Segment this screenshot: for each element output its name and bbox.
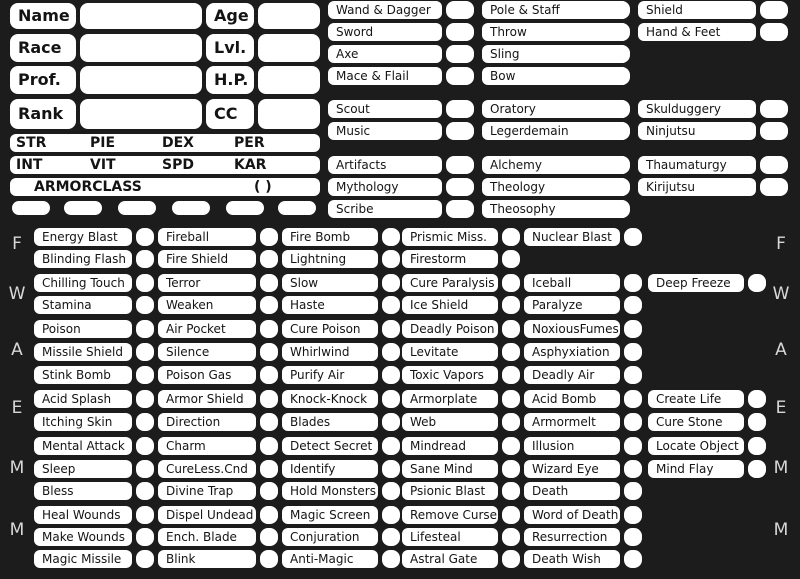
tracker-box-4[interactable] bbox=[172, 201, 210, 215]
spell-check-box[interactable] bbox=[748, 390, 766, 408]
realm-letter: E bbox=[11, 398, 23, 418]
spell-check-box[interactable] bbox=[502, 296, 520, 314]
skill-label: Sword bbox=[328, 23, 442, 41]
spell-check-box[interactable] bbox=[502, 482, 520, 500]
age-field[interactable] bbox=[258, 3, 320, 29]
skill-value-box[interactable] bbox=[446, 178, 474, 196]
skill-label: Music bbox=[328, 122, 442, 140]
skill-value-box[interactable] bbox=[604, 200, 630, 218]
cc-label: CC bbox=[206, 99, 254, 129]
spell-check-box[interactable] bbox=[136, 528, 154, 546]
spell-label: Astral Gate bbox=[402, 550, 498, 568]
spell-label: Whirlwind bbox=[282, 343, 378, 361]
skill-value-box[interactable] bbox=[446, 23, 474, 41]
spell-check-box[interactable] bbox=[260, 482, 278, 500]
spell-check-box[interactable] bbox=[136, 460, 154, 478]
spell-label: Bless bbox=[34, 482, 132, 500]
spell-check-box[interactable] bbox=[624, 413, 642, 431]
spell-check-box[interactable] bbox=[260, 437, 278, 455]
spell-check-box[interactable] bbox=[502, 506, 520, 524]
skill-value-box[interactable] bbox=[446, 156, 474, 174]
skill-value-box[interactable] bbox=[760, 122, 788, 140]
spell-check-box[interactable] bbox=[382, 413, 400, 431]
spell-check-box[interactable] bbox=[260, 250, 278, 268]
skill-value-box[interactable] bbox=[604, 1, 630, 19]
skill-label: Skulduggery bbox=[638, 100, 756, 118]
spell-label: Mindread bbox=[402, 437, 498, 455]
realm-letter: M bbox=[773, 520, 789, 540]
spell-check-box[interactable] bbox=[382, 366, 400, 384]
skill-label: Sling bbox=[482, 45, 628, 63]
level-field[interactable] bbox=[258, 34, 320, 62]
spell-label: Hold Monsters bbox=[282, 482, 378, 500]
skill-label: Alchemy bbox=[482, 156, 628, 174]
spell-check-box[interactable] bbox=[502, 366, 520, 384]
skill-value-box[interactable] bbox=[760, 1, 788, 19]
spell-check-box[interactable] bbox=[624, 366, 642, 384]
spell-check-box[interactable] bbox=[502, 250, 520, 268]
skill-value-box[interactable] bbox=[604, 45, 630, 63]
spell-label: Stink Bomb bbox=[34, 366, 132, 384]
spell-label: Energy Blast bbox=[34, 228, 132, 246]
spell-label: Acid Splash bbox=[34, 390, 132, 408]
spell-label: Lifesteal bbox=[402, 528, 498, 546]
spell-check-box[interactable] bbox=[260, 343, 278, 361]
spell-label: Stamina bbox=[34, 296, 132, 314]
spell-label: Itching Skin bbox=[34, 413, 132, 431]
spell-check-box[interactable] bbox=[624, 460, 642, 478]
spell-label: Death Wish bbox=[524, 550, 620, 568]
stat-str: STR bbox=[16, 135, 47, 151]
realm-letter: M bbox=[9, 458, 25, 478]
spell-label: Fire Shield bbox=[158, 250, 256, 268]
spell-label: Knock-Knock bbox=[282, 390, 378, 408]
spell-label: Prismic Miss. bbox=[402, 228, 498, 246]
spell-label: NoxiousFumes bbox=[524, 320, 620, 338]
spell-label: Purify Air bbox=[282, 366, 378, 384]
skill-value-box[interactable] bbox=[446, 1, 474, 19]
spell-label: Silence bbox=[158, 343, 256, 361]
spell-check-box[interactable] bbox=[502, 390, 520, 408]
spell-check-box[interactable] bbox=[624, 482, 642, 500]
skill-value-box[interactable] bbox=[604, 178, 630, 196]
realm-letter: E bbox=[775, 398, 787, 418]
spell-label: Cure Stone bbox=[648, 413, 744, 431]
skill-value-box[interactable] bbox=[760, 156, 788, 174]
spell-check-box[interactable] bbox=[748, 274, 766, 292]
skill-value-box[interactable] bbox=[604, 100, 630, 118]
spell-label: Armormelt bbox=[524, 413, 620, 431]
skill-label: Throw bbox=[482, 23, 628, 41]
skill-value-box[interactable] bbox=[446, 200, 474, 218]
spell-check-box[interactable] bbox=[624, 228, 642, 246]
spell-label: Ice Shield bbox=[402, 296, 498, 314]
skill-label: Theosophy bbox=[482, 200, 628, 218]
stat-vit: VIT bbox=[90, 157, 116, 173]
spell-check-box[interactable] bbox=[748, 413, 766, 431]
age-label: Age bbox=[206, 3, 254, 29]
spell-check-box[interactable] bbox=[136, 343, 154, 361]
spell-label: Terror bbox=[158, 274, 256, 292]
spell-check-box[interactable] bbox=[260, 228, 278, 246]
realm-letter: F bbox=[776, 234, 786, 254]
spell-check-box[interactable] bbox=[136, 506, 154, 524]
skill-value-box[interactable] bbox=[760, 100, 788, 118]
spell-label: Ench. Blade bbox=[158, 528, 256, 546]
armor-class-label: ARMORCLASS bbox=[34, 179, 142, 195]
spell-label: Asphyxiation bbox=[524, 343, 620, 361]
spell-check-box[interactable] bbox=[260, 390, 278, 408]
spell-check-box[interactable] bbox=[260, 413, 278, 431]
spell-label: Slow bbox=[282, 274, 378, 292]
spell-label: Divine Trap bbox=[158, 482, 256, 500]
spell-check-box[interactable] bbox=[136, 228, 154, 246]
skill-label: Pole & Staff bbox=[482, 1, 628, 19]
spell-check-box[interactable] bbox=[382, 320, 400, 338]
spell-label: Resurrection bbox=[524, 528, 620, 546]
spell-label: Sleep bbox=[34, 460, 132, 478]
spell-label: Remove Curse bbox=[402, 506, 498, 524]
spell-check-box[interactable] bbox=[382, 228, 400, 246]
skill-value-box[interactable] bbox=[760, 23, 788, 41]
realm-letter: A bbox=[775, 340, 787, 360]
spell-label: Death bbox=[524, 482, 620, 500]
spell-label: Blinding Flash bbox=[34, 250, 132, 268]
skill-value-box[interactable] bbox=[604, 23, 630, 41]
profession-field[interactable] bbox=[80, 66, 202, 94]
realm-letter: A bbox=[11, 340, 23, 360]
spell-label: Weaken bbox=[158, 296, 256, 314]
spell-check-box[interactable] bbox=[260, 460, 278, 478]
stat-pie: PIE bbox=[90, 135, 116, 151]
hp-field[interactable] bbox=[258, 66, 320, 94]
spell-check-box[interactable] bbox=[748, 437, 766, 455]
spell-label: Chilling Touch bbox=[34, 274, 132, 292]
spell-check-box[interactable] bbox=[502, 528, 520, 546]
spell-label: Blades bbox=[282, 413, 378, 431]
spell-label: Detect Secret bbox=[282, 437, 378, 455]
skill-label: Axe bbox=[328, 45, 442, 63]
spell-check-box[interactable] bbox=[624, 506, 642, 524]
spell-label: Armor Shield bbox=[158, 390, 256, 408]
spell-label: Locate Object bbox=[648, 437, 744, 455]
skill-label: Kirijutsu bbox=[638, 178, 756, 196]
stat-dex: DEX bbox=[162, 135, 194, 151]
spell-label: Missile Shield bbox=[34, 343, 132, 361]
spell-label: Sane Mind bbox=[402, 460, 498, 478]
spell-check-box[interactable] bbox=[136, 550, 154, 568]
spell-check-box[interactable] bbox=[136, 320, 154, 338]
skill-value-box[interactable] bbox=[760, 178, 788, 196]
spell-label: Nuclear Blast bbox=[524, 228, 620, 246]
spell-check-box[interactable] bbox=[624, 343, 642, 361]
spell-check-box[interactable] bbox=[624, 550, 642, 568]
spell-label: Fireball bbox=[158, 228, 256, 246]
realm-letter: F bbox=[12, 234, 22, 254]
stat-per: PER bbox=[234, 135, 265, 151]
spell-check-box[interactable] bbox=[136, 274, 154, 292]
realm-letter: M bbox=[773, 458, 789, 478]
spell-check-box[interactable] bbox=[260, 296, 278, 314]
spell-check-box[interactable] bbox=[136, 437, 154, 455]
profession-label: Prof. bbox=[10, 66, 76, 94]
skill-value-box[interactable] bbox=[446, 100, 474, 118]
stat-int: INT bbox=[16, 157, 43, 173]
spell-label: Lightning bbox=[282, 250, 378, 268]
spell-check-box[interactable] bbox=[502, 460, 520, 478]
name-field[interactable] bbox=[80, 3, 202, 29]
tracker-box-1[interactable] bbox=[12, 201, 50, 215]
skill-label: Bow bbox=[482, 67, 628, 85]
spell-label: Levitate bbox=[402, 343, 498, 361]
spell-check-box[interactable] bbox=[136, 390, 154, 408]
skill-value-box[interactable] bbox=[446, 122, 474, 140]
skill-label: Mace & Flail bbox=[328, 67, 442, 85]
spell-label: Make Wounds bbox=[34, 528, 132, 546]
skill-value-box[interactable] bbox=[446, 67, 474, 85]
spell-label: Cure Poison bbox=[282, 320, 378, 338]
spell-check-box[interactable] bbox=[502, 550, 520, 568]
spell-label: Magic Missile bbox=[34, 550, 132, 568]
spell-check-box[interactable] bbox=[502, 437, 520, 455]
spell-check-box[interactable] bbox=[260, 528, 278, 546]
spell-label: Poison bbox=[34, 320, 132, 338]
spell-label: Haste bbox=[282, 296, 378, 314]
spell-check-box[interactable] bbox=[136, 250, 154, 268]
spell-check-box[interactable] bbox=[502, 320, 520, 338]
skill-label: Scout bbox=[328, 100, 442, 118]
cc-field[interactable] bbox=[258, 99, 320, 129]
spell-label: Paralyze bbox=[524, 296, 620, 314]
spell-label: Mental Attack bbox=[34, 437, 132, 455]
spell-check-box[interactable] bbox=[382, 437, 400, 455]
spell-label: Create Life bbox=[648, 390, 744, 408]
spell-check-box[interactable] bbox=[624, 274, 642, 292]
spell-check-box[interactable] bbox=[382, 274, 400, 292]
spell-check-box[interactable] bbox=[382, 528, 400, 546]
rank-field[interactable] bbox=[80, 99, 202, 129]
race-label: Race bbox=[10, 34, 76, 62]
spell-check-box[interactable] bbox=[260, 320, 278, 338]
spell-label: Magic Screen bbox=[282, 506, 378, 524]
skill-label: Hand & Feet bbox=[638, 23, 756, 41]
skill-label: Artifacts bbox=[328, 156, 442, 174]
spell-check-box[interactable] bbox=[502, 343, 520, 361]
spell-check-box[interactable] bbox=[260, 366, 278, 384]
stat-kar: KAR bbox=[234, 157, 267, 173]
skill-label: Mythology bbox=[328, 178, 442, 196]
skill-label: Legerdemain bbox=[482, 122, 628, 140]
spell-label: Charm bbox=[158, 437, 256, 455]
name-label: Name bbox=[10, 3, 76, 29]
spell-check-box[interactable] bbox=[260, 550, 278, 568]
stat-spd: SPD bbox=[162, 157, 194, 173]
spell-check-box[interactable] bbox=[382, 250, 400, 268]
spell-label: Deep Freeze bbox=[648, 274, 744, 292]
spell-check-box[interactable] bbox=[382, 460, 400, 478]
spell-label: Fire Bomb bbox=[282, 228, 378, 246]
spell-label: Iceball bbox=[524, 274, 620, 292]
spell-check-box[interactable] bbox=[136, 482, 154, 500]
realm-letter: W bbox=[8, 284, 26, 304]
spell-check-box[interactable] bbox=[624, 437, 642, 455]
spell-label: Heal Wounds bbox=[34, 506, 132, 524]
spell-label: Identify bbox=[282, 460, 378, 478]
skill-value-box[interactable] bbox=[604, 67, 630, 85]
race-field[interactable] bbox=[80, 34, 202, 62]
spell-check-box[interactable] bbox=[502, 413, 520, 431]
level-label: Lvl. bbox=[206, 34, 254, 62]
tracker-box-6[interactable] bbox=[278, 201, 316, 215]
skill-value-box[interactable] bbox=[446, 45, 474, 63]
spell-label: Web bbox=[402, 413, 498, 431]
spell-check-box[interactable] bbox=[382, 482, 400, 500]
spell-check-box[interactable] bbox=[382, 343, 400, 361]
spell-label: Wizard Eye bbox=[524, 460, 620, 478]
spell-label: Deadly Poison bbox=[402, 320, 498, 338]
tracker-box-3[interactable] bbox=[118, 201, 156, 215]
spell-check-box[interactable] bbox=[136, 366, 154, 384]
realm-letter: M bbox=[9, 520, 25, 540]
armor-class-value: ( ) bbox=[254, 179, 272, 195]
spell-label: Anti-Magic bbox=[282, 550, 378, 568]
spell-label: Mind Flay bbox=[648, 460, 744, 478]
spell-check-box[interactable] bbox=[382, 296, 400, 314]
spell-check-box[interactable] bbox=[748, 460, 766, 478]
spell-check-box[interactable] bbox=[382, 506, 400, 524]
spell-label: Conjuration bbox=[282, 528, 378, 546]
skill-label: Thaumaturgy bbox=[638, 156, 756, 174]
spell-label: CureLess.Cnd bbox=[158, 460, 256, 478]
spell-label: Illusion bbox=[524, 437, 620, 455]
skill-label: Shield bbox=[638, 1, 756, 19]
spell-check-box[interactable] bbox=[260, 506, 278, 524]
spell-label: Air Pocket bbox=[158, 320, 256, 338]
spell-label: Word of Death bbox=[524, 506, 620, 524]
hp-label: H.P. bbox=[206, 66, 254, 94]
spell-label: Psionic Blast bbox=[402, 482, 498, 500]
spell-check-box[interactable] bbox=[136, 296, 154, 314]
spell-label: Armorplate bbox=[402, 390, 498, 408]
spell-check-box[interactable] bbox=[136, 413, 154, 431]
spell-check-box[interactable] bbox=[624, 320, 642, 338]
tracker-box-2[interactable] bbox=[64, 201, 102, 215]
spell-check-box[interactable] bbox=[382, 550, 400, 568]
realm-letter: W bbox=[772, 284, 790, 304]
spell-label: Acid Bomb bbox=[524, 390, 620, 408]
spell-label: Cure Paralysis bbox=[402, 274, 498, 292]
spell-check-box[interactable] bbox=[502, 228, 520, 246]
skill-label: Theology bbox=[482, 178, 628, 196]
spell-label: Blink bbox=[158, 550, 256, 568]
skill-label: Oratory bbox=[482, 100, 628, 118]
spell-check-box[interactable] bbox=[502, 274, 520, 292]
spell-check-box[interactable] bbox=[624, 528, 642, 546]
spell-check-box[interactable] bbox=[260, 274, 278, 292]
skill-label: Wand & Dagger bbox=[328, 1, 442, 19]
spell-label: Dispel Undead bbox=[158, 506, 256, 524]
spell-label: Toxic Vapors bbox=[402, 366, 498, 384]
skill-label: Ninjutsu bbox=[638, 122, 756, 140]
skill-label: Scribe bbox=[328, 200, 442, 218]
spell-label: Poison Gas bbox=[158, 366, 256, 384]
spell-label: Direction bbox=[158, 413, 256, 431]
spell-check-box[interactable] bbox=[624, 390, 642, 408]
spell-label: Firestorm bbox=[402, 250, 498, 268]
tracker-box-5[interactable] bbox=[226, 201, 264, 215]
spell-check-box[interactable] bbox=[624, 296, 642, 314]
spell-check-box[interactable] bbox=[382, 390, 400, 408]
skill-value-box[interactable] bbox=[604, 156, 630, 174]
rank-label: Rank bbox=[10, 99, 76, 129]
skill-value-box[interactable] bbox=[604, 122, 630, 140]
spell-label: Deadly Air bbox=[524, 366, 620, 384]
